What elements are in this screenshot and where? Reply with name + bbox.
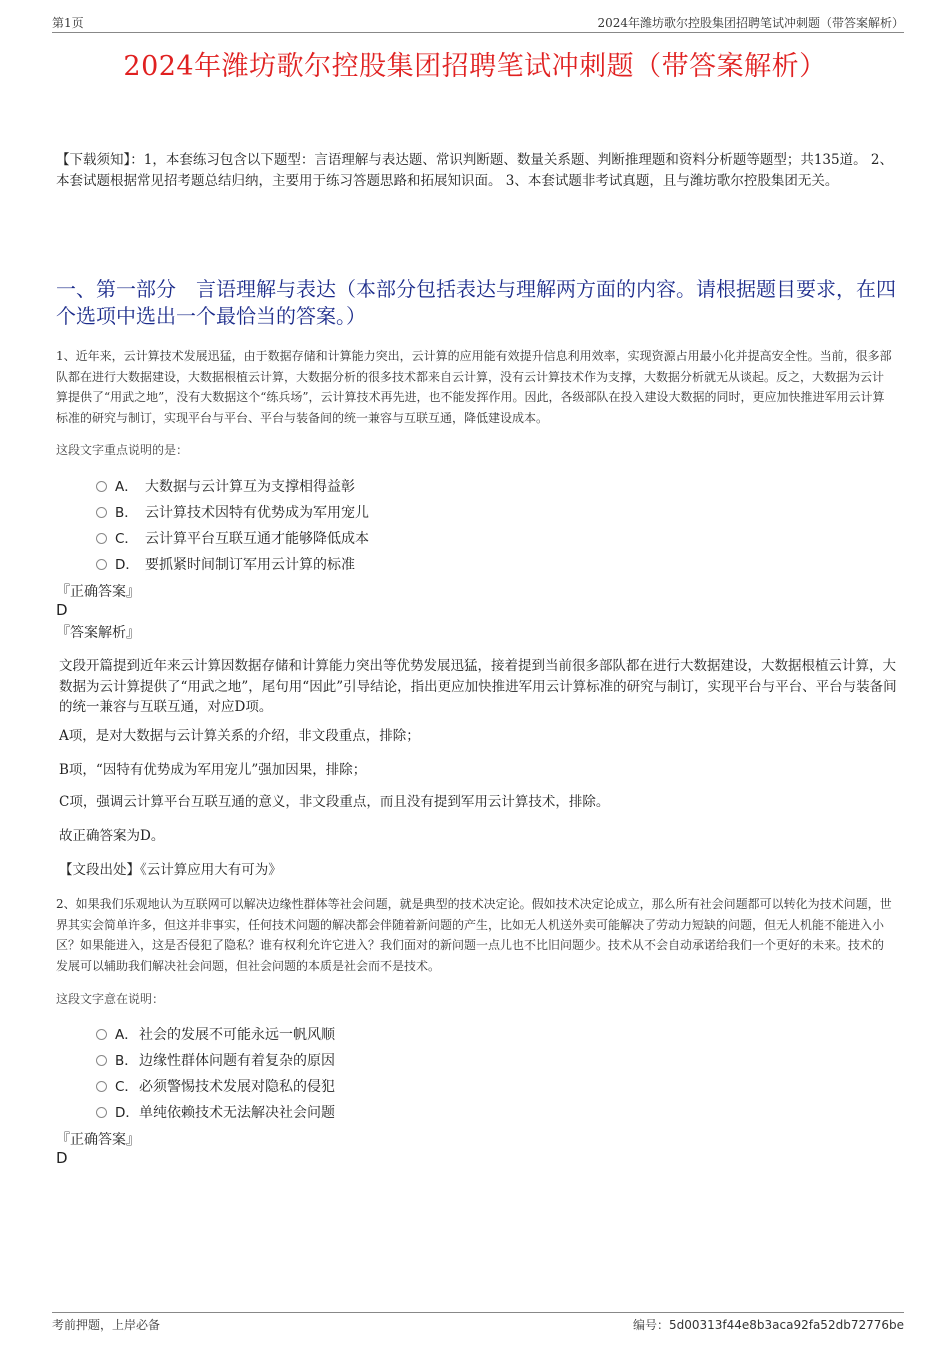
option-b[interactable]: B． 云计算技术因特有优势成为军用宠儿 xyxy=(96,501,369,527)
option-c[interactable]: C．必须警惕技术发展对隐私的侵犯 xyxy=(96,1075,335,1101)
header-doc-title: 2024年潍坊歌尔控股集团招聘笔试冲刺题（带答案解析） xyxy=(597,16,904,30)
radio-icon[interactable] xyxy=(96,1029,107,1040)
question-1-options xyxy=(96,475,369,579)
footer-code-value: 5d00313f44e8b3aca92fa52db72776be xyxy=(668,1318,904,1332)
radio-icon[interactable] xyxy=(96,1107,107,1118)
document-title: 2024年潍坊歌尔控股集团招聘笔试冲刺题（带答案解析） xyxy=(123,51,827,82)
download-notice: 【下载须知】：1，本套练习包含以下题型：言语理解与表达题、常识判断题、数量关系题、判断推理题和资料分析题等题型；共135道。 2、本套试题根据常见招考题总结归纳，主要用于练习答题思路和拓展知识面。 3、本套试题非考试真题，且与潍坊歌尔控股集团无关。 xyxy=(56,152,893,189)
option-a[interactable]: A．社会的发展不可能永远一帆风顺 xyxy=(96,1023,335,1049)
page-footer xyxy=(52,1312,904,1331)
option-a[interactable]: A． 大数据与云计算互为支撑相得益彰 xyxy=(96,475,369,501)
option-c[interactable]: C． 云计算平台互联互通才能够降低成本 xyxy=(96,527,369,553)
answer-value: D xyxy=(56,601,68,619)
page-header xyxy=(52,14,904,33)
footer-code-label: 编号： xyxy=(632,1318,669,1332)
option-d[interactable]: D． 要抓紧时间制订军用云计算的标准 xyxy=(96,553,369,579)
analysis-label: 『答案解析』 xyxy=(56,625,140,641)
radio-icon[interactable] xyxy=(96,1081,107,1092)
analysis-paragraph: B项，“因特有优势成为军用宠儿”强加因果，排除； xyxy=(59,762,367,778)
question-1-stem: 这段文字重点说明的是： xyxy=(56,443,189,457)
question-2-text: 2、如果我们乐观地认为互联网可以解决边缘性群体等社会问题，就是典型的技术决定论。假如技术决定论成立，那么所有社会问题都可以转化为技术问题，世界其实会简单许多，但这并非事实，任何技术问题的解决都会伴随着新问题的产生，比如无人机送外卖可能解决了劳动力短缺的问题，但无人机能不能进入小区？如果能进入，这是否侵犯了隐私？谁有权利允许它进入？我们面对的新问题一点儿也不比旧问题少。技术从不会自动承诺给我们一个更好的未来。技术的发展可以辅助我们解决社会问题，但社会问题的本质是社会而不是技术。 xyxy=(56,897,892,973)
answer-value: D xyxy=(56,1149,68,1167)
question-1-text: 1、近年来，云计算技术发展迅猛，由于数据存储和计算能力突出，云计算的应用能有效提升信息利用效率，实现资源占用最小化并提高安全性。当前，很多部队都在进行大数据建设，大数据根植云计算，大数据分析的很多技术都来自云计算，没有云计算技术作为支撑，大数据分析就无从谈起。反之，大数据为云计算提供了“用武之地”，没有大数据这个“练兵场”，云计算技术再先进，也不能发挥作用。因此，各级部队在投入建设大数据的同时，更应加快推进军用云计算标准的研究与制订，实现平台与平台、平台与装备间的统一兼容与互联互通，降低建设成本。 xyxy=(56,349,892,425)
answer-label: 『正确答案』 xyxy=(56,1132,140,1148)
footer-code xyxy=(633,1316,904,1333)
question-2-options xyxy=(96,1023,335,1127)
analysis-paragraph: A项，是对大数据与云计算关系的介绍，非文段重点，排除； xyxy=(59,728,420,744)
option-b[interactable]: B．边缘性群体问题有着复杂的原因 xyxy=(96,1049,335,1075)
radio-icon[interactable] xyxy=(96,481,107,492)
radio-icon[interactable] xyxy=(96,559,107,570)
radio-icon[interactable] xyxy=(96,507,107,518)
option-d[interactable]: D．单纯依赖技术无法解决社会问题 xyxy=(96,1101,335,1127)
question-2-stem: 这段文字意在说明： xyxy=(56,992,165,1006)
analysis-paragraph: C项，强调云计算平台互联互通的意义，非文段重点，而且没有提到军用云计算技术，排除。 xyxy=(59,794,610,810)
radio-icon[interactable] xyxy=(96,533,107,544)
analysis-paragraph: 文段开篇提到近年来云计算因数据存储和计算能力突出等优势发展迅猛，接着提到当前很多部队都在进行大数据建设，大数据根植云计算，大数据为云计算提供了“用武之地”，尾句用“因此”引导结论，指出更应加快推进军用云计算标准的研究与制订，实现平台与平台、平台与装备间的统一兼容与互联互通，对应D项。 xyxy=(59,658,897,715)
analysis-paragraph: 故正确答案为D。 xyxy=(59,828,165,844)
section-heading: 一、第一部分 言语理解与表达（本部分包括表达与理解两方面的内容。请根据题目要求，在四个选项中选出一个最恰当的答案。） xyxy=(56,277,896,328)
page-number: 第1页 xyxy=(52,16,84,30)
text-source: 【文段出处】《云计算应用大有可为》 xyxy=(59,862,282,878)
footer-slogan: 考前押题，上岸必备 xyxy=(52,1318,161,1332)
radio-icon[interactable] xyxy=(96,1055,107,1066)
answer-label: 『正确答案』 xyxy=(56,584,140,600)
